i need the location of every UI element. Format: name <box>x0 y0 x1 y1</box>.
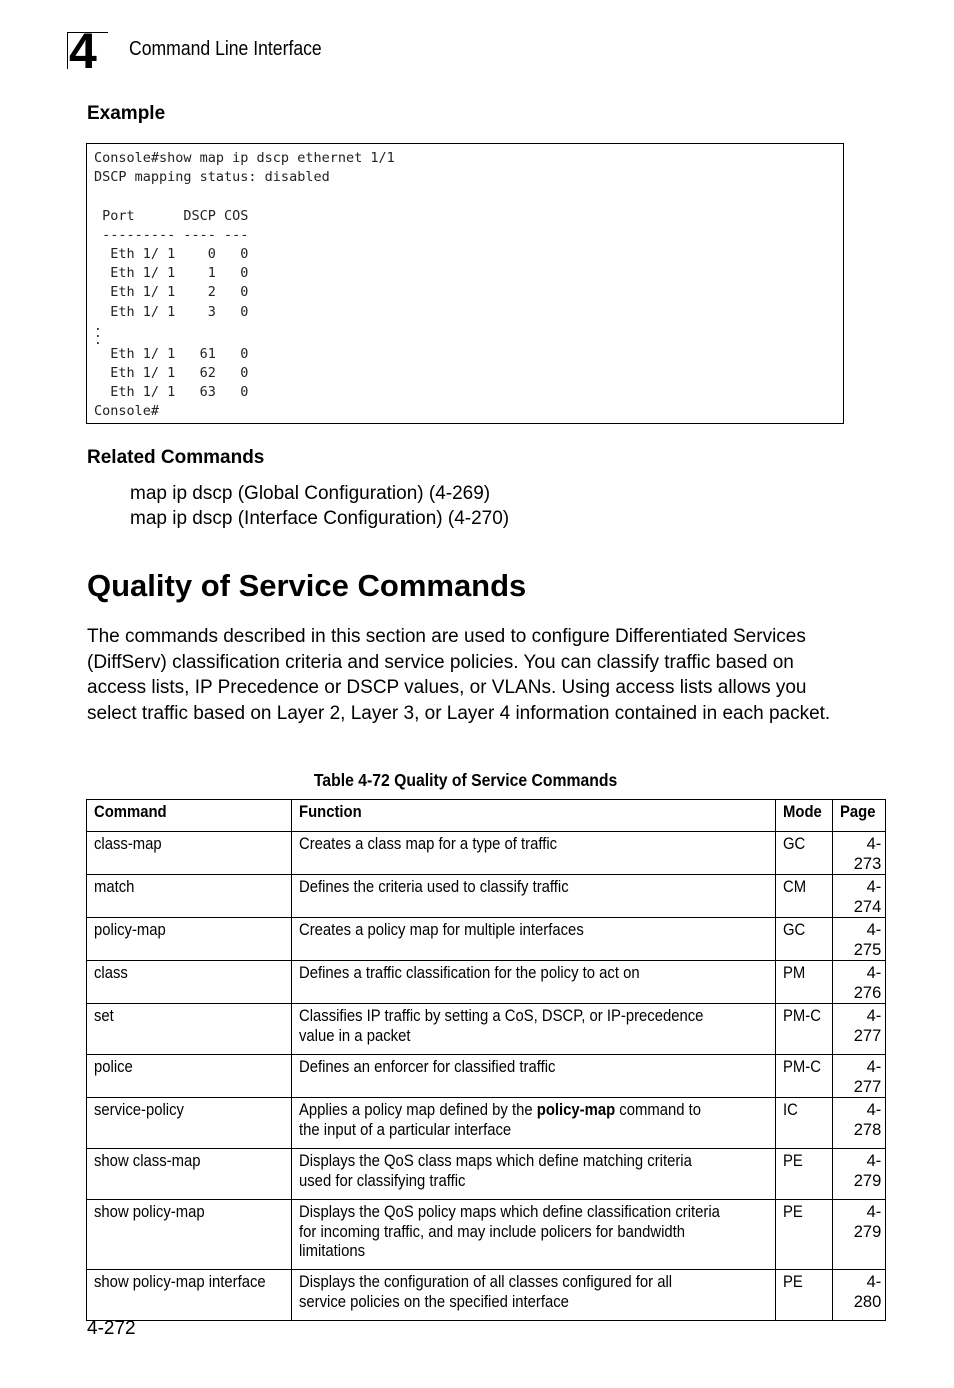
command-cell: set <box>94 1007 114 1025</box>
chapter-number: 4 <box>69 23 96 79</box>
mode-cell: CM <box>782 878 806 896</box>
example-heading: Example <box>87 103 166 124</box>
function-cell <box>299 1101 722 1140</box>
function-cell: Defines an enforcer for classified traffic <box>298 1058 556 1076</box>
page-cell: 4-279 <box>853 1152 882 1190</box>
table-row <box>87 961 886 1004</box>
table-row <box>87 1055 886 1098</box>
mode-cell: PM <box>782 964 806 982</box>
command-cell: class-map <box>94 835 162 853</box>
mode-cell: GC <box>782 921 806 939</box>
table-row <box>87 1149 886 1200</box>
table-row <box>87 918 886 961</box>
page-cell: 4-278 <box>853 1101 882 1139</box>
page-cell: 4-277 <box>853 1007 882 1045</box>
command-cell: service-policy <box>94 1101 184 1119</box>
page-cell: 4-273 <box>853 835 882 873</box>
function-cell: Classifies IP traffic by setting a CoS, DSCP, or IP-precedence value in a packet <box>298 1007 704 1045</box>
column-header-label: Page <box>839 803 876 821</box>
mode-cell: PM-C <box>782 1007 821 1025</box>
command-cell: policy-map <box>94 921 166 939</box>
column-header <box>832 800 885 832</box>
page-cell: 4-274 <box>853 878 882 916</box>
function-text: Applies a policy map defined by the <box>298 1101 537 1119</box>
page-cell: 4-279 <box>853 1203 882 1241</box>
function-cell: Displays the QoS policy maps which define classification criteria for incoming traffic, and may include policers for bandwidth limitations <box>298 1203 720 1260</box>
function-cell: Creates a policy map for multiple interfaces <box>298 921 584 939</box>
command-cell: class <box>94 964 128 982</box>
mode-cell: IC <box>782 1101 798 1119</box>
code-line <box>94 187 843 206</box>
column-header <box>87 800 292 832</box>
table-row <box>87 1200 886 1270</box>
column-header <box>291 800 775 832</box>
mode-cell: PE <box>782 1152 803 1170</box>
section-title: Quality of Service Commands <box>87 568 527 603</box>
running-title: Command Line Interface <box>129 38 322 60</box>
mode-cell: GC <box>782 835 806 853</box>
page-cell: 4-276 <box>853 964 882 1002</box>
page-number: 4-272 <box>87 1318 136 1339</box>
function-cell: Defines the criteria used to classify traffic <box>298 878 569 896</box>
page-cell: 4-280 <box>853 1273 882 1311</box>
command-cell: show class-map <box>94 1152 201 1170</box>
function-cell: Defines a traffic classification for the policy to act on <box>298 964 640 982</box>
mode-cell: PE <box>782 1203 803 1221</box>
code-line: Console#show map ip dscp ethernet 1/1 <box>94 150 395 166</box>
code-example <box>86 143 844 424</box>
column-header-label: Function <box>298 803 362 821</box>
code-line: Eth 1/ 1 2 0 <box>94 284 249 301</box>
inline-command-reference: policy-map <box>536 1101 615 1119</box>
code-line: DSCP mapping status: disabled <box>94 169 330 186</box>
table-row <box>87 832 886 875</box>
page-cell: 4-277 <box>853 1058 882 1096</box>
code-line: Console# <box>94 403 160 420</box>
code-line: Eth 1/ 1 1 0 <box>94 265 249 282</box>
table-row <box>87 1098 886 1149</box>
code-line: Port DSCP COS <box>94 207 249 224</box>
function-cell: Creates a class map for a type of traffic <box>298 835 557 853</box>
table-row <box>87 1270 886 1321</box>
code-line: Eth 1/ 1 62 0 <box>94 364 249 381</box>
column-header-label: Mode <box>782 803 822 821</box>
code-line: Eth 1/ 1 3 0 <box>94 303 249 320</box>
related-command-link[interactable]: map ip dscp (Interface Configuration) (4-270) <box>130 508 510 529</box>
function-cell: Displays the QoS class maps which define matching criteria used for classifying traffic <box>298 1152 692 1190</box>
table-header-row <box>87 800 886 832</box>
qos-commands-table <box>86 799 886 1321</box>
related-commands-heading: Related Commands <box>87 447 265 468</box>
page-cell: 4-275 <box>853 921 882 959</box>
mode-cell: PM-C <box>782 1058 821 1076</box>
command-cell: show policy-map <box>94 1203 205 1221</box>
command-cell: show policy-map interface <box>94 1273 266 1291</box>
related-command-link[interactable]: map ip dscp (Global Configuration) (4-269) <box>130 483 491 504</box>
command-cell: police <box>94 1058 133 1076</box>
table-caption <box>0 770 932 791</box>
table-caption-text: Table 4-72 Quality of Service Commands <box>314 770 618 790</box>
code-line: Eth 1/ 1 0 0 <box>94 245 249 262</box>
code-line: --------- ---- --- <box>94 226 249 243</box>
code-line: Eth 1/ 1 63 0 <box>94 384 249 401</box>
function-cell: Displays the configuration of all classes configured for all service policies on the specified interface <box>298 1273 672 1311</box>
command-cell: match <box>94 878 135 896</box>
column-header <box>775 800 832 832</box>
table-row <box>87 1004 886 1055</box>
code-ellipsis: . . . <box>94 318 102 348</box>
mode-cell: PE <box>782 1273 803 1291</box>
section-intro: The commands described in this section are used to configure Differentiated Services (DiffServ) classification criteria and service policies. You can classify traffic based on access lists, IP Precedence or DSCP values, or VLANs. Using access lists allows you select traffic based on Layer 2, Layer 3, or Layer 4 information contained in each packet. <box>87 626 831 724</box>
column-header-label: Command <box>94 803 167 821</box>
code-line: Eth 1/ 1 61 0 <box>94 345 249 362</box>
table-row <box>87 875 886 918</box>
function-text: command to the input of a particular interface <box>298 1101 701 1139</box>
